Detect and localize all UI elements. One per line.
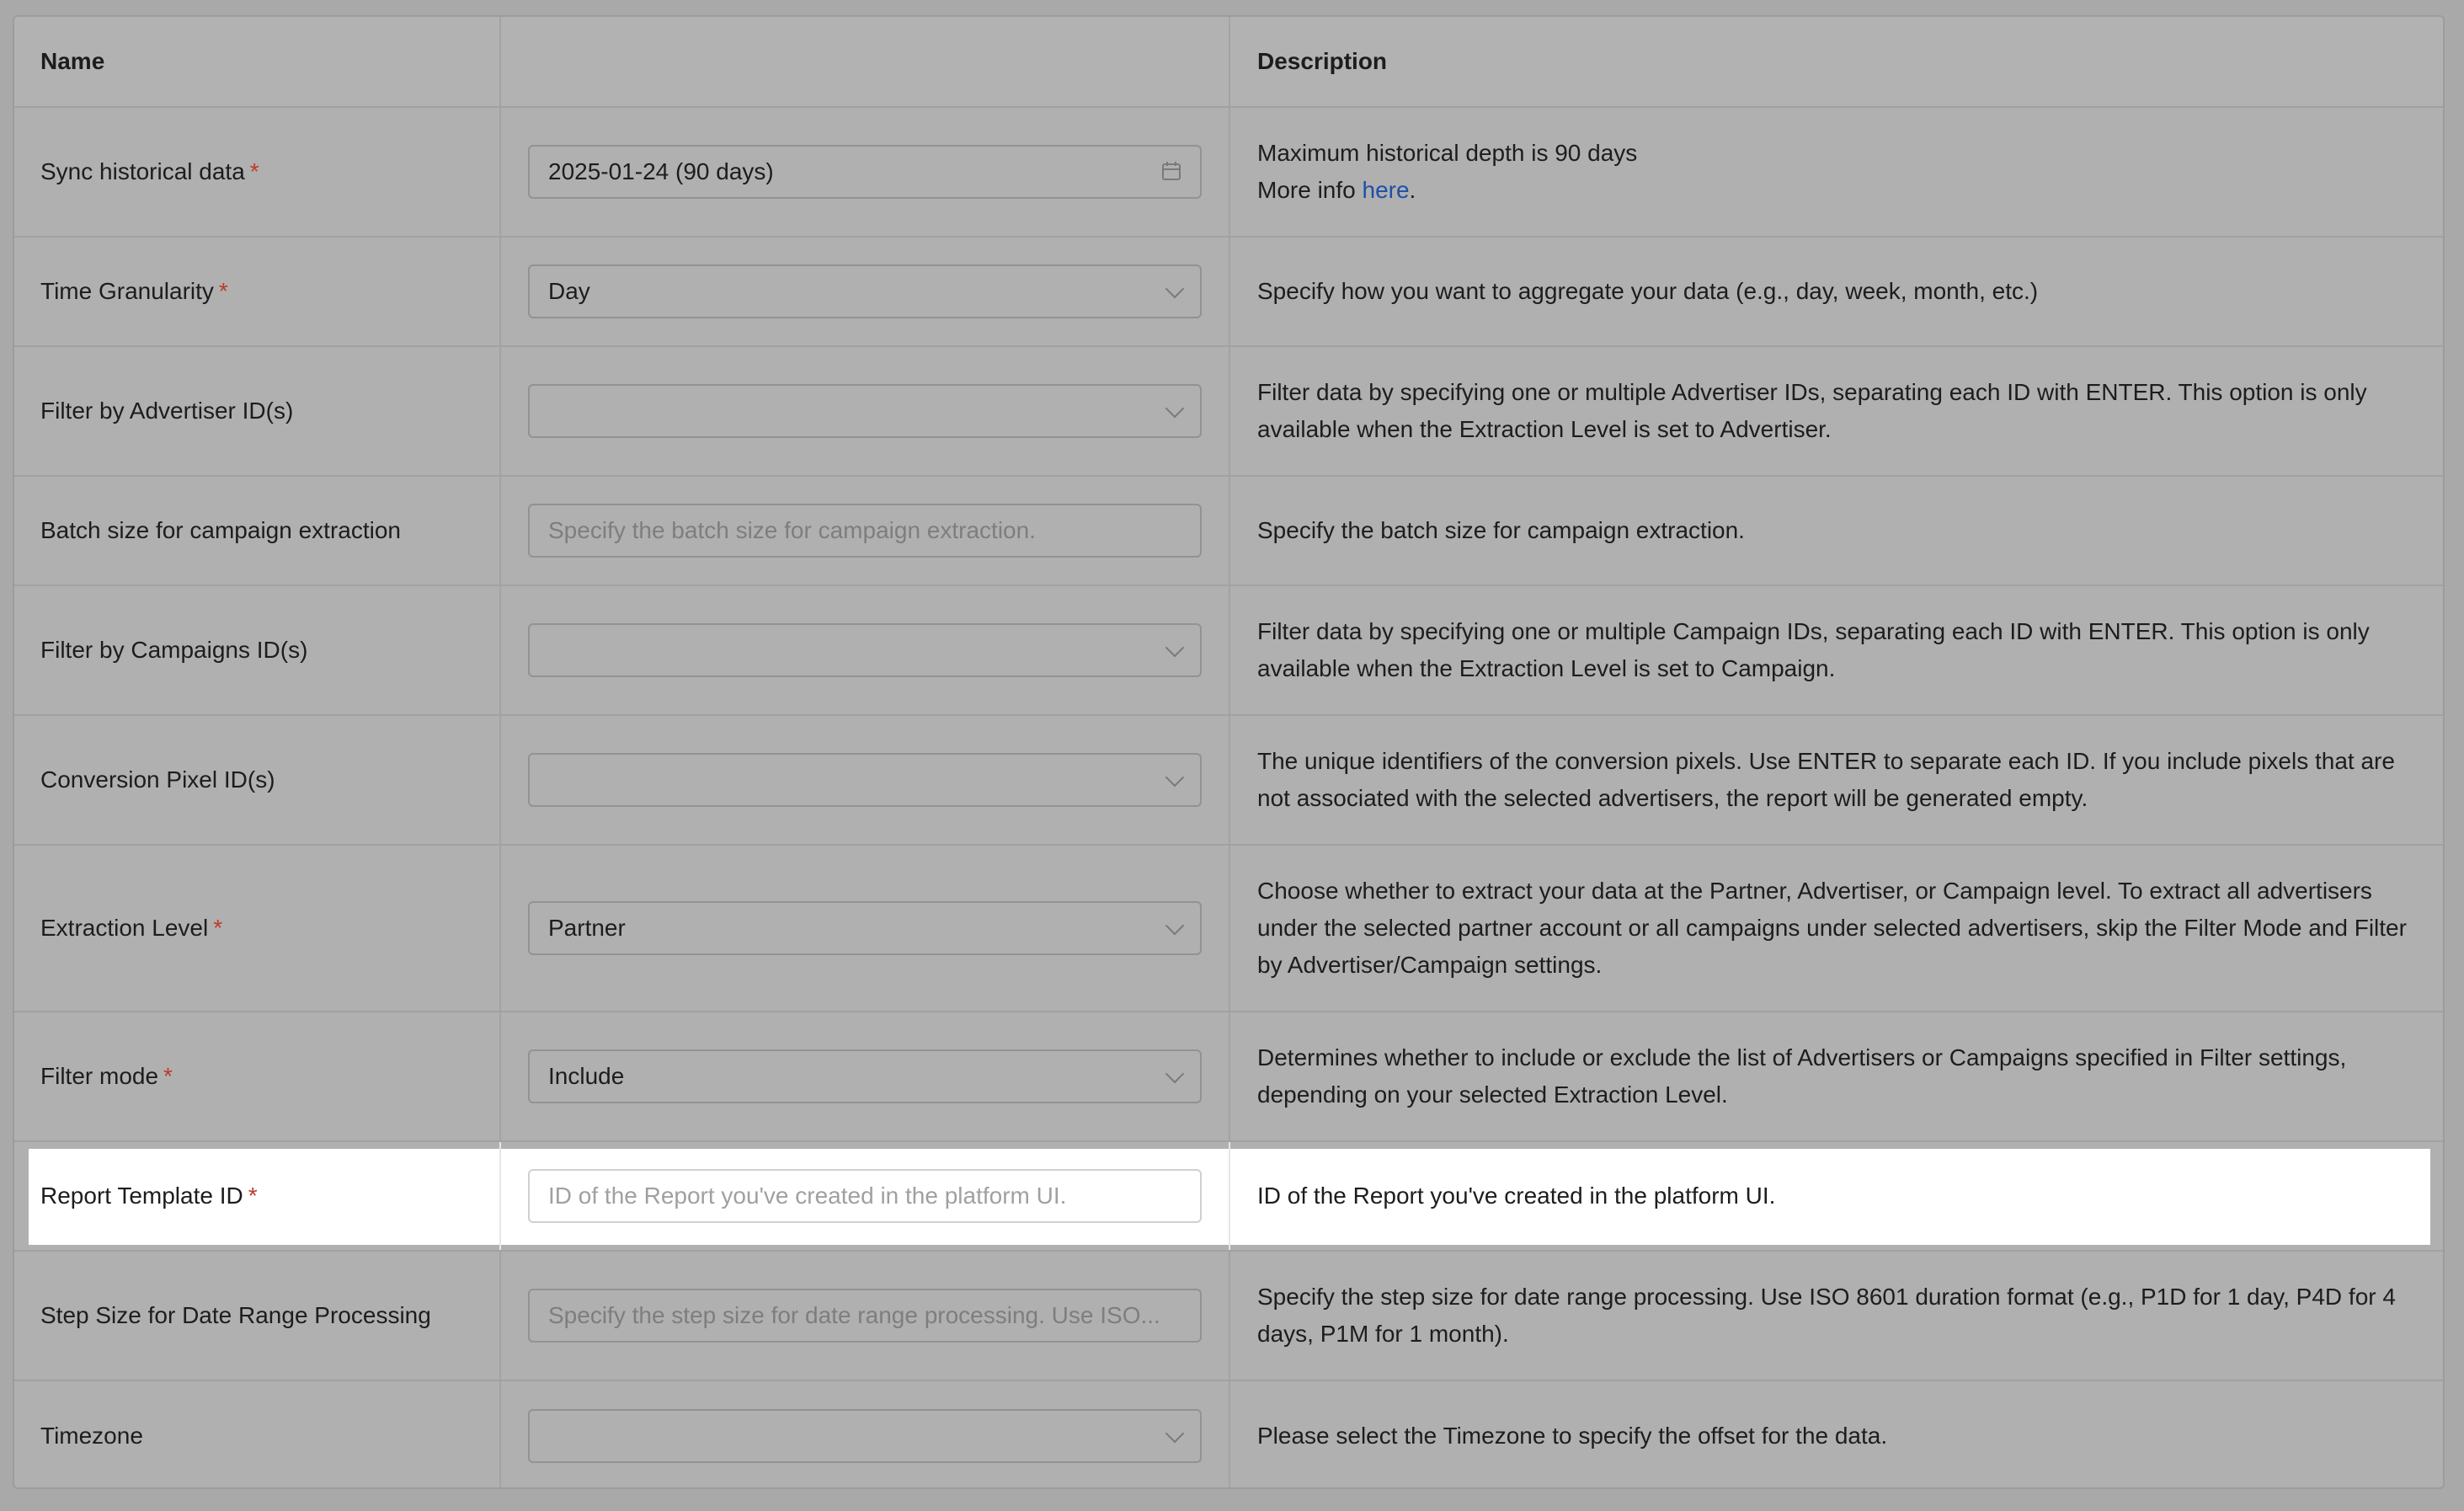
conversion-pixel-select[interactable] — [528, 753, 1202, 807]
header-control — [501, 17, 1230, 106]
row-label: Sync historical data — [40, 158, 245, 184]
table-row — [14, 477, 2443, 586]
row-label: Extraction Level — [40, 915, 209, 941]
row-description: Choose whether to extract your data at the Partner, Advertiser, or Campaign level. To extract all advertisers under the selected partner account or all campaigns under selected advertisers, skip the Filter Mode and Filter by Advertiser/Campaign settings. — [1257, 878, 2407, 978]
chevron-down-icon — [1165, 280, 1185, 299]
table-row — [14, 1252, 2443, 1381]
time-granularity-select[interactable] — [528, 264, 1202, 318]
select-value: Include — [548, 1063, 625, 1089]
more-info-link[interactable]: here — [1362, 177, 1410, 203]
settings-table — [13, 15, 2445, 1489]
row-description: ID of the Report you've created in the platform UI. — [1257, 1183, 1776, 1209]
row-label: Report Template ID — [40, 1183, 243, 1209]
table-row — [14, 846, 2443, 1012]
select-value: Day — [548, 278, 590, 304]
input-placeholder: ID of the Report you've created in the platform UI. — [548, 1183, 1067, 1209]
description-line: Maximum historical depth is 90 days — [1257, 140, 1638, 166]
input-placeholder: Specify the step size for date range processing. Use ISO... — [548, 1302, 1160, 1328]
row-label: Step Size for Date Range Processing — [40, 1302, 431, 1328]
required-marker: * — [248, 1183, 258, 1209]
table-row — [14, 1012, 2443, 1142]
sync-historical-date-picker[interactable] — [528, 145, 1202, 199]
row-description: The unique identifiers of the conversion pixels. Use ENTER to separate each ID. If you include pixels that are not associated with the selected advertisers, the report will be generated empty. — [1257, 748, 2395, 811]
table-row — [14, 716, 2443, 846]
table-header — [14, 17, 2443, 108]
batch-size-input[interactable] — [528, 504, 1202, 558]
header-name: Name — [14, 17, 501, 106]
more-info-suffix: . — [1409, 177, 1416, 203]
table-row — [14, 238, 2443, 347]
table-row — [14, 347, 2443, 477]
input-placeholder: Specify the batch size for campaign extraction. — [548, 517, 1036, 543]
row-description: Specify the step size for date range processing. Use ISO 8601 duration format (e.g., P1D for 1 day, P4D for 4 days, P1M for 1 month). — [1257, 1284, 2396, 1347]
row-description: Filter data by specifying one or multiple Campaign IDs, separating each ID with ENTER. This option is only available when the Extraction Level is set to Campaign. — [1257, 618, 2370, 681]
row-label: Filter by Campaigns ID(s) — [40, 637, 308, 663]
timezone-select[interactable] — [528, 1409, 1202, 1463]
filter-mode-select[interactable] — [528, 1049, 1202, 1103]
row-description: Filter data by specifying one or multiple Advertiser IDs, separating each ID with ENTER. This option is only available when the Extraction Level is set to Advertiser. — [1257, 379, 2367, 442]
row-description: Specify how you want to aggregate your data (e.g., day, week, month, etc.) — [1257, 278, 2039, 304]
date-value: 2025-01-24 (90 days) — [548, 158, 774, 184]
extraction-level-select[interactable] — [528, 901, 1202, 955]
chevron-down-icon — [1165, 916, 1185, 936]
row-label: Batch size for campaign extraction — [40, 517, 401, 543]
row-label: Timezone — [40, 1423, 143, 1449]
report-template-id-input[interactable] — [528, 1169, 1202, 1223]
campaign-ids-select[interactable] — [528, 623, 1202, 677]
chevron-down-icon — [1165, 638, 1185, 658]
chevron-down-icon — [1165, 1424, 1185, 1444]
advertiser-ids-select[interactable] — [528, 384, 1202, 438]
calendar-icon[interactable] — [1161, 161, 1181, 181]
description-line — [1257, 172, 1637, 209]
required-marker: * — [218, 278, 228, 304]
chevron-down-icon — [1165, 1065, 1185, 1084]
row-label: Time Granularity — [40, 278, 214, 304]
row-label: Conversion Pixel ID(s) — [40, 766, 275, 793]
row-description — [1257, 135, 1637, 209]
row-description: Determines whether to include or exclude the list of Advertisers or Campaigns specified in Filter settings, depending on your selected Extraction Level. — [1257, 1044, 2347, 1108]
table-row — [14, 1381, 2443, 1489]
row-description: Specify the batch size for campaign extraction. — [1257, 517, 1745, 543]
more-info-prefix: More info — [1257, 177, 1363, 203]
table-row — [14, 586, 2443, 716]
row-label: Filter mode — [40, 1063, 159, 1089]
required-marker: * — [213, 915, 223, 941]
table-row-highlighted — [14, 1142, 2443, 1252]
row-label: Filter by Advertiser ID(s) — [40, 398, 294, 424]
chevron-down-icon — [1165, 768, 1185, 788]
header-description: Description — [1257, 48, 1388, 74]
chevron-down-icon — [1165, 399, 1185, 419]
required-marker: * — [163, 1063, 173, 1089]
step-size-input[interactable] — [528, 1289, 1202, 1343]
select-value: Partner — [548, 915, 626, 941]
required-marker: * — [249, 158, 259, 184]
row-description: Please select the Timezone to specify the offset for the data. — [1257, 1423, 1888, 1449]
table-row — [14, 108, 2443, 238]
